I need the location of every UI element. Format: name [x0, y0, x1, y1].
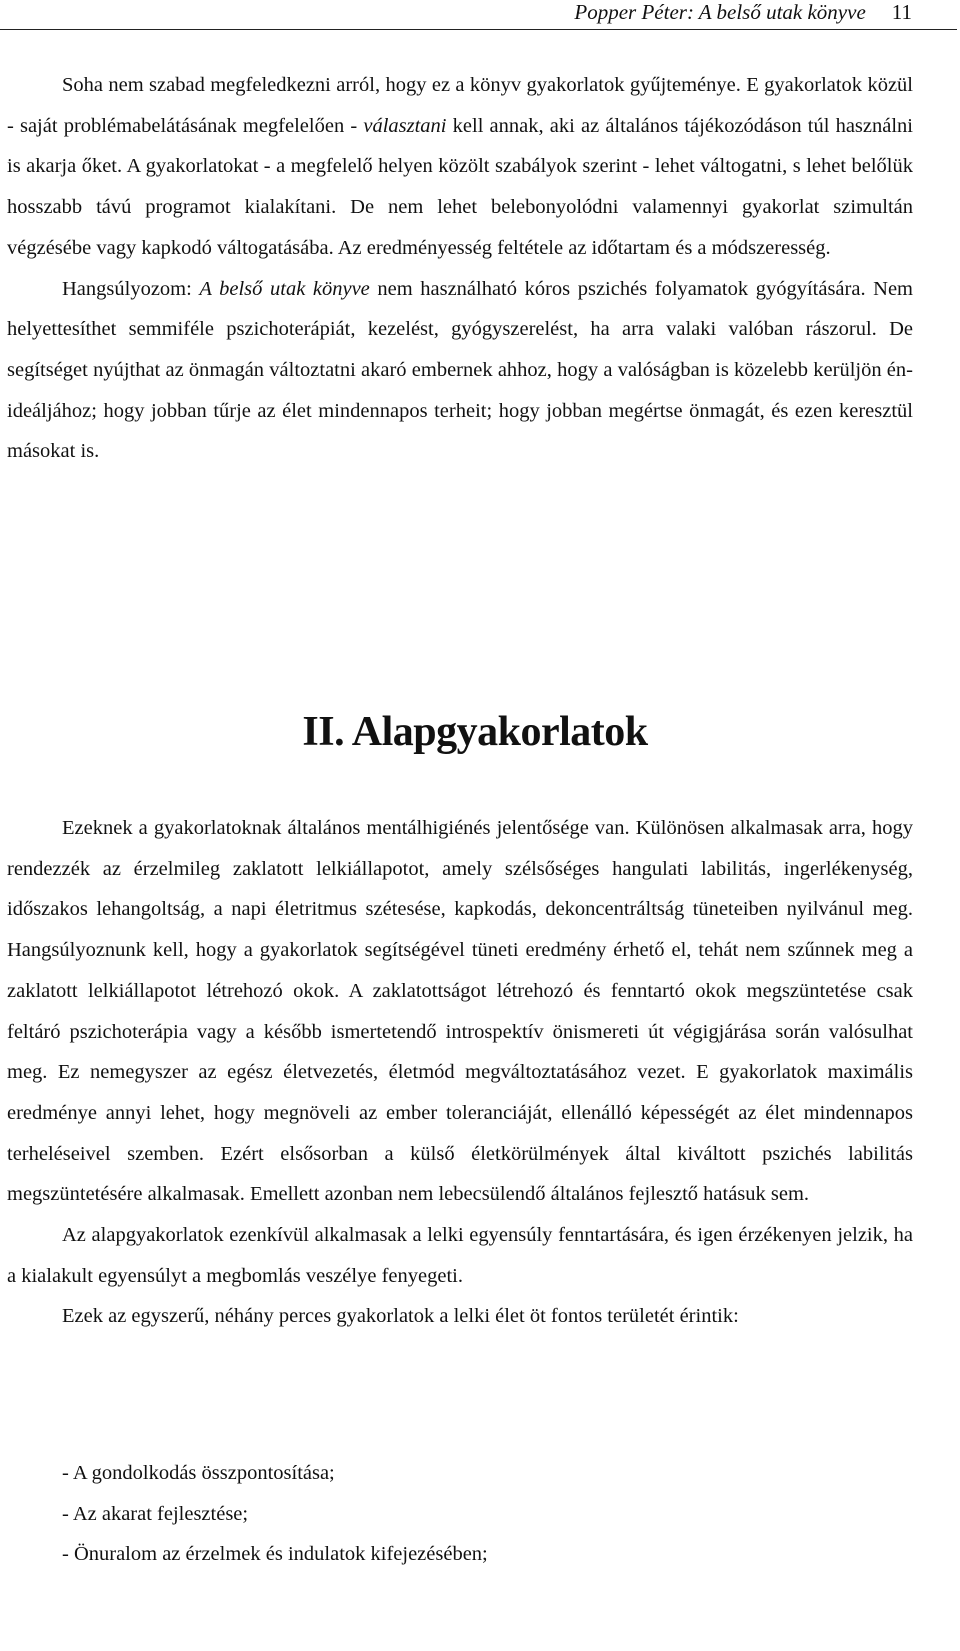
header-divider	[0, 29, 957, 30]
chapter-body	[7, 808, 913, 1337]
chapter-paragraph-2: Az alapgyakorlatok ezenkívül alkalmasak a lelki egyensúly fenntartására, és igen érzékenyen jelzik, ha a kialakult egyensúlyt a megbomlás veszélye fenyegeti.	[7, 1224, 913, 1287]
running-header	[0, 0, 912, 28]
emphasis-valasztani: választani	[363, 114, 447, 137]
exercise-area-list	[62, 1453, 488, 1575]
chapter-paragraph-1: Ezeknek a gyakorlatoknak általános mentálhigiénés jelentősége van. Különösen alkalmasak arra, hogy rendezzék az érzelmileg zaklatott lelkiállapotot, amely szélsőséges hangulati labilitás, ingerlékenység, időszakos lehangoltság, a napi életritmus szétesése, kapkodás, dekoncentráltság tüneteiben nyilvánul meg. Hangsúlyoznunk kell, hogy a gyakorlatok segítségével tüneti eredmény érhető el, tehát nem szűnnek meg a zaklatott lelkiállapotot létrehozó okok. A zaklatottságot létrehozó és fenntartó okok megszüntetése csak feltáró pszichoterápia vagy a később ismertetendő introspektív önismereti út végigjárása során valósulhat meg. Ez nemegyszer az egész életvezetés, életmód megváltoztatásához vezet. E gyakorlatok maximális eredménye annyi lehet, hogy megnöveli az ember toleranciáját, ellenálló képességét az élet mindennapos terheléseivel szemben. Ezért elsősorban a külső életkörülmények által kiváltott pszichés labilitás megszüntetésére alkalmasak. Emellett azonban nem lebecsülendő általános fejlesztő hatásuk sem.	[7, 817, 913, 1206]
chapter-paragraph-3: Ezek az egyszerű, néhány perces gyakorlatok a lelki élet öt fontos területét érintik:	[62, 1305, 739, 1328]
list-item: - Önuralom az érzelmek és indulatok kifejezésében;	[62, 1543, 488, 1566]
list-item: - A gondolkodás összpontosítása;	[62, 1462, 335, 1484]
chapter-title: II. Alapgyakorlatok	[302, 709, 648, 755]
intro-section	[7, 65, 913, 472]
intro-paragraph-1: Soha nem szabad megfeledkezni arról, hogy ez a könyv gyakorlatok gyűjteménye. E gyakorlatok közül - saját problémabelátásának megfelelően - választani kell annak, aki az általános tájékozódáson túl használni is akarja őket. A gyakorlatokat - a megfelelő helyen közölt szabályok szerint - lehet váltogatni, s lehet belőlük hosszabb távú programot kialakítani. De nem lehet belebonyolódni valamennyi gyakorlat szimultán végzésébe vagy kapkodó váltogatásába. Az eredményesség feltétele az időtartam és a módszeresség.	[7, 74, 913, 259]
book-title-emphasis: A belső utak könyve	[199, 277, 370, 300]
intro-paragraph-2: Hangsúlyozom: A belső utak könyve nem használható kóros pszichés folyamatok gyógyítására. Nem helyettesíthet semmiféle pszichoterápiát, kezelést, gyógyszerelést, ha arra valaki valóban rászorul. De segítséget nyújthat az önmagán változtatni akaró embernek ahhoz, hogy a valóságban is közelebb kerüljön én-ideáljához; hogy jobban tűrje az élet mindennapos terheit; hogy jobban megértse önmagát, és ezen keresztül másokat is.	[7, 277, 913, 463]
header-title: Popper Péter: A belső utak könyve	[574, 0, 866, 24]
list-item: - Az akarat fejlesztése;	[62, 1502, 249, 1525]
page-number: 11	[891, 0, 912, 24]
